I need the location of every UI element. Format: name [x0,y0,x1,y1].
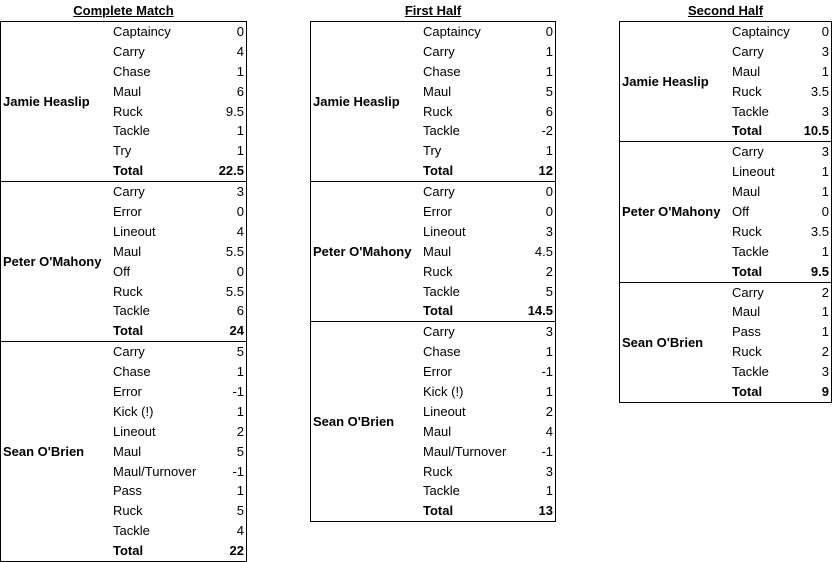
score-value: 24 [229,323,244,339]
score-value: 3.5 [810,83,829,99]
score-value: 12 [538,163,553,179]
category-label: Try [423,143,442,159]
score-value: 3 [821,43,829,59]
score-value: 0 [236,204,244,220]
score-value: 4.5 [534,243,553,259]
score-value: 1 [236,364,244,380]
score-value: -1 [541,364,553,380]
category-label: Ruck [423,463,453,479]
score-value: 2 [821,344,829,360]
category-label: Error [113,384,142,400]
category-label: Lineout [113,223,156,239]
score-table [619,21,832,403]
category-label: Maul [113,243,142,259]
score-value: 1 [821,63,829,79]
score-value: 1 [821,304,829,320]
category-label: Total [423,303,454,319]
score-value: -1 [232,463,244,479]
player-group [311,321,555,522]
category-label: Tackle [732,364,769,380]
score-value: 9.5 [225,103,244,119]
score-value: 0 [545,24,553,39]
score-value: 6 [236,83,244,99]
score-value: 0 [821,24,829,39]
score-value: 1 [821,164,829,180]
category-label: Chase [423,344,461,360]
player-name: Sean O'Brien [313,414,395,430]
player-name: Sean O'Brien [3,444,85,460]
category-label: Maul [113,443,142,459]
category-label: Carry [732,144,764,160]
score-value: 3 [821,364,829,380]
category-label: Tackle [423,283,460,299]
score-value: 1 [545,63,553,79]
category-label: Captaincy [732,24,790,39]
category-label: Total [113,323,144,339]
score-table [0,21,247,562]
score-value: 2 [821,284,829,300]
score-value: 3.5 [810,223,829,239]
category-label: Off [113,263,131,279]
score-value: 1 [236,403,244,419]
score-value: 5 [236,443,244,459]
player-group [1,181,246,342]
score-value: 5.5 [225,243,244,259]
score-value: 14.5 [527,303,553,319]
category-label: Ruck [732,83,762,99]
category-label: Error [423,204,452,220]
category-label: Try [113,143,132,159]
score-value: -1 [232,384,244,400]
score-value: 5 [236,344,244,360]
score-value: 1 [545,384,553,400]
score-value: 2 [236,423,244,439]
category-label: Maul [732,63,761,79]
category-label: Total [423,503,454,519]
score-value: 2 [545,403,553,419]
score-value: 5 [545,83,553,99]
category-label: Lineout [113,423,156,439]
category-label: Tackle [423,483,460,499]
score-value: 9 [821,384,829,400]
category-label: Maul [423,243,452,259]
category-label: Maul [423,423,452,439]
score-value: 5.5 [225,283,244,299]
score-value: -1 [541,443,553,459]
score-value: 1 [545,143,553,159]
category-label: Carry [732,284,764,300]
player-group [620,21,831,142]
score-value: 1 [236,483,244,499]
category-label: Ruck [113,283,143,299]
player-group [311,21,555,182]
player-name: Peter O'Mahony [3,254,102,270]
category-label: Tackle [732,243,769,259]
category-label: Tackle [113,303,150,319]
score-value: 3 [821,103,829,119]
category-label: Maul [732,184,761,200]
score-value: 6 [545,103,553,119]
score-table [310,21,556,522]
category-label: Carry [423,43,455,59]
score-value: 3 [545,463,553,479]
category-label: Total [732,384,763,400]
category-label: Total [732,263,763,279]
player-group [1,21,246,182]
category-label: Error [113,204,142,220]
score-value: 3 [236,184,244,200]
score-value: 0 [545,184,553,200]
score-value: 9.5 [810,263,829,279]
category-label: Tackle [423,123,460,139]
category-label: Maul [113,83,142,99]
player-group [620,141,831,282]
score-value: 1 [545,43,553,59]
category-label: Lineout [732,164,775,180]
score-value: 22 [229,543,244,559]
category-label: Carry [113,43,145,59]
score-value: 4 [545,423,553,439]
category-label: Maul [423,83,452,99]
score-value: 1 [236,143,244,159]
category-label: Pass [732,324,761,340]
score-value: 1 [821,184,829,200]
score-value: 1 [821,324,829,340]
category-label: Chase [113,63,151,79]
score-value: -2 [541,123,553,139]
category-label: Ruck [732,344,762,360]
player-name: Peter O'Mahony [313,244,412,260]
score-value: 1 [545,344,553,360]
category-label: Captaincy [423,24,481,39]
category-label: Total [113,543,144,559]
category-label: Carry [423,184,455,200]
category-label: Tackle [113,123,150,139]
score-value: 10.5 [803,123,829,139]
section-heading: Complete Match [73,3,174,18]
score-value: 1 [236,123,244,139]
category-label: Maul/Turnover [113,463,197,479]
category-label: Maul/Turnover [423,443,507,459]
category-label: Carry [423,324,455,340]
player-name: Jamie Heaslip [622,74,709,90]
category-label: Lineout [423,223,466,239]
score-value: 4 [236,223,244,239]
score-value: 1 [236,63,244,79]
player-group [311,181,555,322]
player-group [620,282,831,403]
category-label: Carry [732,43,764,59]
category-label: Total [732,123,763,139]
category-label: Kick (!) [423,384,464,400]
score-value: 0 [821,204,829,220]
category-label: Carry [113,344,145,360]
score-value: 5 [545,283,553,299]
category-label: Ruck [113,503,143,519]
category-label: Lineout [423,403,466,419]
category-label: Ruck [732,223,762,239]
score-value: 6 [236,303,244,319]
player-name: Sean O'Brien [622,334,704,350]
score-value: 0 [236,24,244,39]
score-value: 22.5 [218,163,244,179]
category-label: Total [423,163,454,179]
section-heading: First Half [404,3,462,18]
score-value: 4 [236,523,244,539]
category-label: Pass [113,483,142,499]
score-value: 3 [545,324,553,340]
category-label: Ruck [423,103,453,119]
category-label: Maul [732,304,761,320]
category-label: Off [732,204,750,220]
score-value: 1 [545,483,553,499]
player-name: Jamie Heaslip [3,94,90,110]
score-value: 5 [236,503,244,519]
category-label: Ruck [423,263,453,279]
player-name: Jamie Heaslip [313,94,400,110]
score-value: 13 [538,503,553,519]
score-value: 0 [236,263,244,279]
score-value: 3 [821,144,829,160]
category-label: Ruck [113,103,143,119]
section-heading: Second Half [687,3,764,18]
category-label: Tackle [113,523,150,539]
score-value: 2 [545,263,553,279]
category-label: Chase [423,63,461,79]
category-label: Total [113,163,144,179]
score-value: 0 [545,204,553,220]
category-label: Chase [113,364,151,380]
category-label: Captaincy [113,24,171,39]
score-value: 1 [821,243,829,259]
player-name: Peter O'Mahony [622,204,721,220]
category-label: Kick (!) [113,403,154,419]
category-label: Carry [113,184,145,200]
player-group [1,341,246,562]
category-label: Tackle [732,103,769,119]
score-value: 3 [545,223,553,239]
score-value: 4 [236,43,244,59]
category-label: Error [423,364,452,380]
